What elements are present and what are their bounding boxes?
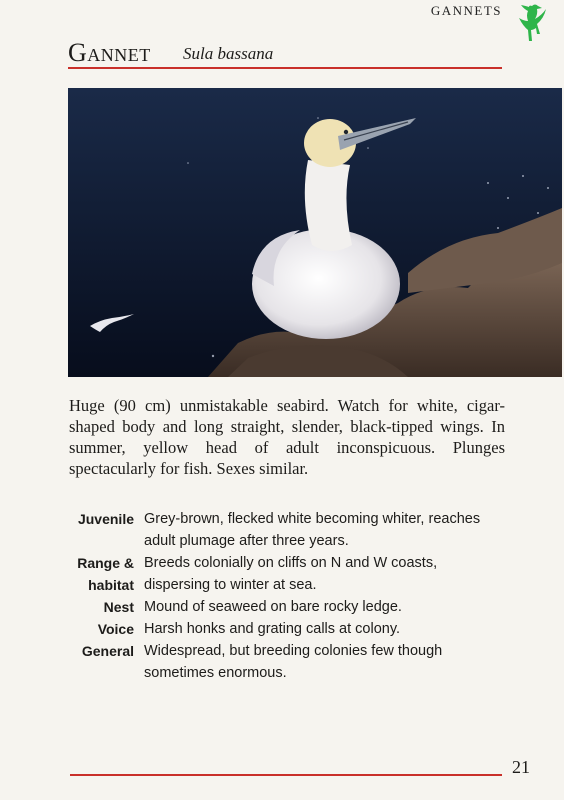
gannet-silhouette-icon xyxy=(510,2,550,52)
fact-label: Voice xyxy=(97,621,134,637)
fact-text: sometimes enormous. xyxy=(144,665,287,681)
fact-label: habitat xyxy=(88,577,134,593)
description: Huge (90 cm) unmistakable seabird. Watch for white, cigar-shaped body and long straight, slender, black-tipped wings. In summer, yellow head of adult inconspicuous. Plunges spectacularly for fish. Sexes similar. xyxy=(69,396,505,478)
fact-nest xyxy=(62,596,522,618)
fact-text: Grey-brown, flecked white becoming whiter, reaches xyxy=(144,511,481,527)
page-number: 21 xyxy=(512,757,530,777)
running-head: GANNETS xyxy=(430,3,502,18)
fact-label: General xyxy=(81,643,134,659)
fact-label: Range & xyxy=(77,555,134,571)
fact-text: Widespread, but breeding colonies few though xyxy=(144,643,443,659)
fact-text: Harsh honks and grating calls at colony. xyxy=(144,621,401,637)
entry-title: Gannet xyxy=(68,38,151,67)
gannet-photo xyxy=(68,88,562,377)
fact-label: Nest xyxy=(103,599,134,615)
fact-range-habitat xyxy=(62,552,522,596)
fact-general xyxy=(62,640,522,684)
facts-list xyxy=(62,508,522,684)
title-rule xyxy=(68,67,502,69)
fact-text: dispersing to winter at sea. xyxy=(144,577,317,593)
fact-text: Breeds colonially on cliffs on N and W coasts, xyxy=(144,555,438,571)
latin-name: Sula bassana xyxy=(183,44,274,63)
fact-text: Mound of seaweed on bare rocky ledge. xyxy=(144,599,402,615)
fact-juvenile xyxy=(62,508,522,552)
fact-label: Juvenile xyxy=(77,511,134,527)
footer-rule xyxy=(70,774,502,776)
fact-voice xyxy=(62,618,522,640)
fact-text: adult plumage after three years. xyxy=(144,533,349,549)
